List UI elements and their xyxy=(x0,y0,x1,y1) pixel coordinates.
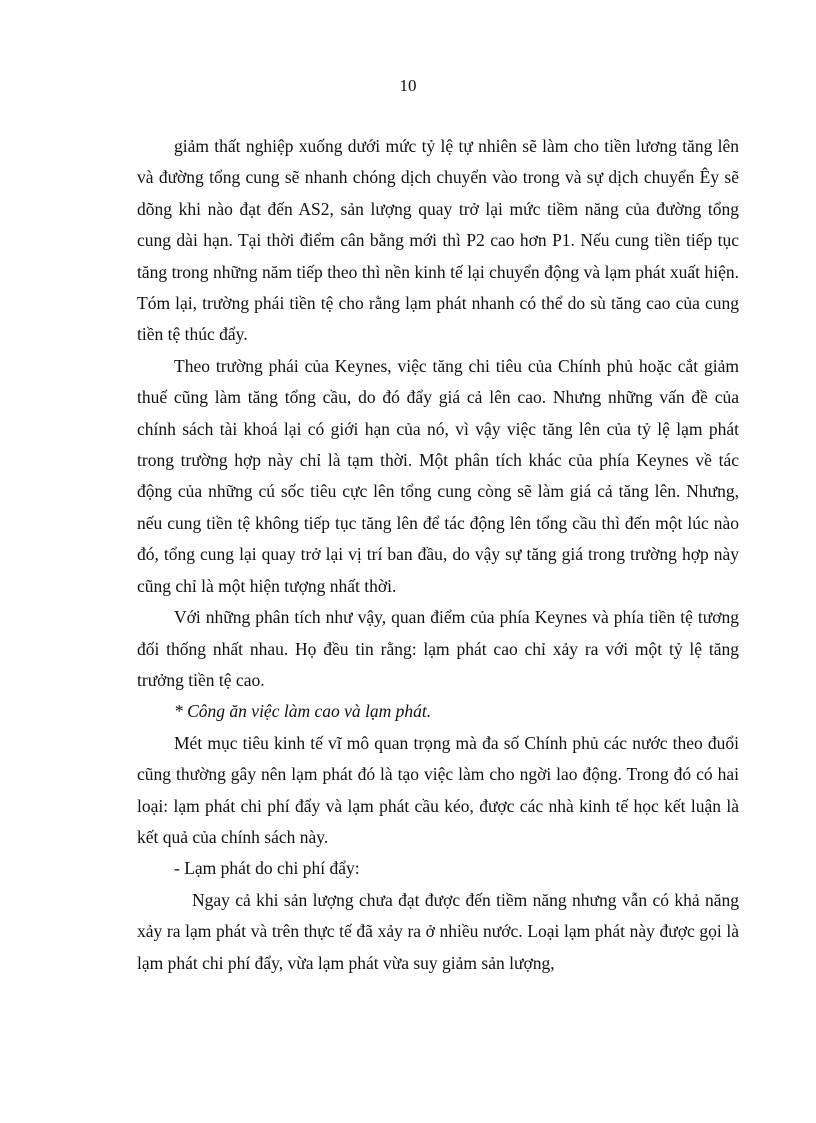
body-text xyxy=(137,131,739,979)
page-number: 10 xyxy=(399,76,417,95)
paragraph-cost-push: Ngay cả khi sản lượng chưa đạt được đến tiềm năng nhưng vẫn có khả năng xảy ra lạm phát và trên thực tế đã xảy ra ở nhiều nước. Loại lạm phát này được gọi là lạm phát chi phí đẩy, vừa lạm phát vừa suy giảm sản lượng, xyxy=(137,889,739,973)
section-heading-employment: * Công ăn việc làm cao và lạm phát. xyxy=(174,701,432,722)
paragraph-keynesian-view: Theo trường phái của Keynes, việc tăng chi tiêu của Chính phủ hoặc cắt giảm thuế cũng làm tăng tổng cầu, do đó đẩy giá cả lên cao. Nhưng những vấn đề của chính sách tài khoá lại có giới hạn của nó, vì vậy việc tăng lên của tỷ lệ lạm phát trong trường hợp này chỉ là tạm thời. Một phân tích khác của phía Keynes về tác động của những cú sốc tiêu cực lên tổng cung còng sẽ làm giá cả tăng lên. Nhưng, nếu cung tiền tệ không tiếp tục tăng lên để tác động lên tổng cầu thì đến một lúc nào đó, tổng cung lại quay trở lại vị trí ban đầu, do vậy sự tăng giá trong trường hợp này cũng chỉ là một hiện tượng nhất thời. xyxy=(137,355,739,596)
paragraph-monetarist-conclusion: giảm thất nghiệp xuống dưới mức tỷ lệ tự nhiên sẽ làm cho tiền lương tăng lên và đường tổng cung sẽ nhanh chóng dịch chuyển vào trong và sự dịch chuyển Êy sẽ dõng khi nào đạt đến AS2, sản lượng quay trở lại mức tiềm năng của đường tổng cung dài hạn. Tại thời điểm cân bằng mới thì P2 cao hơn P1. Nếu cung tiền tiếp tục tăng trong những năm tiếp theo thì nền kinh tế lại chuyển động và lạm phát xuất hiện. Tóm lại, trường phái tiền tệ cho rằng lạm phát nhanh có thể do sù tăng cao của cung tiền tệ thúc đẩy. xyxy=(137,136,739,345)
paragraph-employment-goal: Mét mục tiêu kinh tế vĩ mô quan trọng mà đa số Chính phủ các nước theo đuổi cũng thường gây nên lạm phát đó là tạo việc làm cho ngời lao động. Trong đó có hai loại: lạm phát chi phí đẩy và lạm phát cầu kéo, được các nhà kinh tế học kết luận là kết quả của chính sách này. xyxy=(137,732,739,847)
subheading-cost-push: - Lạm phát do chi phí đẩy: xyxy=(174,858,360,879)
paragraph-consensus: Với những phân tích như vậy, quan điểm của phía Keynes và phía tiền tệ tương đối thống nhất nhau. Họ đều tin rằng: lạm phát cao chỉ xảy ra với một tỷ lệ tăng trưởng tiền tệ cao. xyxy=(137,607,739,690)
